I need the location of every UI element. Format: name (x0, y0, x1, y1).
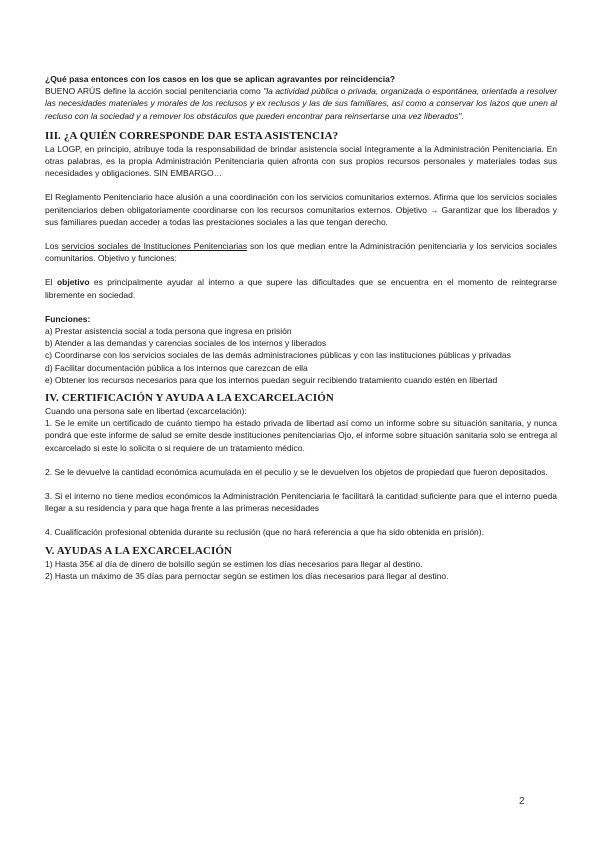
section-3-paragraph-3 (45, 240, 557, 264)
document-page (45, 73, 557, 582)
page-number: 2 (519, 796, 525, 807)
section-3-title: III. ¿A QUIÉN CORRESPONDE DAR ESTA ASISTENCIA? (45, 129, 339, 142)
intro-paragraph (45, 85, 557, 122)
section-4-intro: Cuando una persona sale en libertad (excarcelación): (45, 406, 247, 417)
function-item: d) Facilitar documentación pública a los internos que carezcan de ella (45, 362, 308, 373)
functions-title: Funciones: (45, 313, 91, 324)
intro-lead: BUENO ARÚS define la acción social penitenciaria como (45, 86, 264, 97)
function-item: b) Atender a las demandas y carencias sociales de los internos y liberados (45, 338, 327, 349)
p4-pre: El (45, 277, 57, 288)
intro-question: ¿Qué pasa entonces con los casos en los que se aplican agravantes por reincidencia? (45, 74, 396, 84)
section-3-objective (45, 276, 557, 300)
section-3-paragraph-1: La LOGP, en principio, atribuye toda la responsabilidad de brindar asistencia social íntegramente a la Administración Penitenciaria. En otras palabras, es la propia Administración Penitenciaria quien afronta con sus propios recursos personales y materiales todas sus necesidades y obligaciones. SIN EMBARGO… (45, 143, 557, 179)
p3-post: son los que median entre la Administración penitenciaria y los servicios sociales comunitarios. Objetivo y funciones: (45, 241, 557, 264)
section-4-item: 2. Se le devuelve la cantidad económica acumulada en el peculio y se le devuelven los objetos de propiedad que fueron depositados. (45, 466, 548, 477)
section-4-item: 1. Se le emite un certificado de cuánto tiempo ha estado privada de libertad así como un informe sobre su situación sanitaria, y nunca pondrá que este informe de salud se emite desde instituciones penitenciarias Ojo, el informe sobre situación sanitaria solo se entrega al excarcelado si este lo solicita o si requiere de un tratamiento médico. (45, 418, 557, 453)
section-4-item: 3. Si el interno no tiene medios económicos la Administración Penitenciaria le facilitará la cantidad suficiente para que el interno pueda llegar a su residencia y para que haga frente a las primeras necesidades (45, 491, 557, 514)
p4-post: es principalmente ayudar al interno a que supere las dificultades que se encuentra en el momento de reintegrarse libremente en sociedad. (45, 277, 557, 300)
section-4-item: 4. Cualificación profesional obtenida durante su reclusión (que no hará referencia a que ha sido obtenida en prisión). (45, 527, 484, 538)
intro-tail: . (461, 110, 464, 121)
section-5-item: 2) Hasta un máximo de 35 días para pernoctar según se estimen los días necesarios para llegar al destino. (45, 570, 449, 581)
function-item: a) Prestar asistencia social a toda persona que ingresa en prisión (45, 326, 292, 337)
function-item: e) Obtener los recursos necesarios para que los internos puedan seguir recibiendo tratamiento cuando estén en libertad (45, 374, 498, 385)
function-item: c) Coordinarse con los servicios sociales de las demás administraciones públicas y con las instituciones públicas y privadas (45, 350, 511, 361)
social-services-link[interactable]: servicios sociales de Instituciones Penitenciarias (61, 241, 248, 252)
section-3-paragraph-2: El Reglamento Penitenciario hace alusión a una coordinación con los servicios comunitarios externos. Afirma que los servicios sociales penitenciarios deben obligatoriamente coordinarse con los recursos comunitarios externos. Objetivo → Garantizar que los liberados y sus familiares puedan acceder a todas las prestaciones sociales a las que tengan derecho. (45, 192, 557, 227)
section-5-item: 1) Hasta 35€ al día de dinero de bolsillo según se estimen los días necesarios para llegar al destino. (45, 558, 423, 569)
section-4-title: IV. CERTIFICACIÓN Y AYUDA A LA EXCARCELACIÓN (45, 392, 334, 405)
objective-label: objetivo (56, 277, 90, 288)
intro-quote: "la actividad pública o privada, organizada o espontánea, orientada a resolver las necesidades materiales y morales de los reclusos y ex reclusos y las de sus familiares, así como a conservar los lazos que unen al recluso con la sociedad y a remover los obstáculos que pueden encontrar para reinsertarse una vez liberados" (45, 86, 558, 121)
section-5-title: V. AYUDAS A LA EXCARCELACIÓN (45, 544, 233, 557)
p3-pre: Los (45, 241, 62, 252)
